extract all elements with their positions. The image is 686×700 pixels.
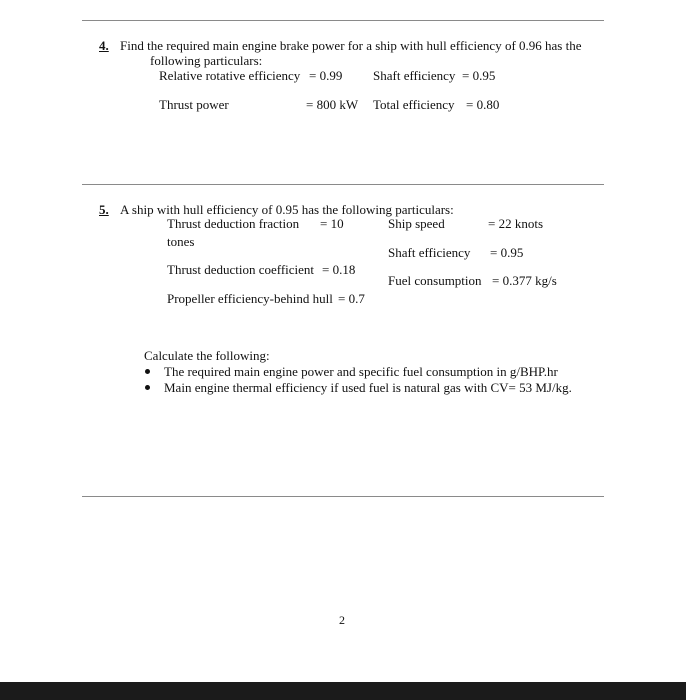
q5-calc-heading: Calculate the following:	[144, 348, 270, 363]
q4-total-eff-label: Total efficiency	[373, 97, 455, 112]
q5-prop-label: Propeller efficiency-behind hull	[167, 291, 333, 306]
middle-divider	[82, 184, 604, 185]
q5-fuel-value: = 0.377 kg/s	[492, 273, 557, 288]
q4-shaft-label: Shaft efficiency	[373, 68, 456, 83]
q5-speed-value: = 22 knots	[488, 216, 544, 231]
q5-bullet-2: Main engine thermal efficiency if used fuel is natural gas with CV= 53 MJ/kg.	[164, 380, 572, 395]
q5-intro: A ship with hull efficiency of 0.95 has the following particulars:	[120, 202, 454, 217]
bullet-dot	[145, 385, 150, 390]
q5-tdf-unit: tones	[167, 234, 195, 249]
q4-intro-cont: following particulars:	[150, 53, 263, 68]
q5-tdf-label: Thrust deduction fraction	[167, 216, 300, 231]
q4-total-eff-value: = 0.80	[466, 97, 500, 112]
bullet-dot	[145, 369, 150, 374]
q4-rre-value: = 0.99	[309, 68, 343, 83]
q5-tdc-value: = 0.18	[322, 262, 356, 277]
page-number: 2	[339, 613, 345, 627]
q4-shaft-value: = 0.95	[462, 68, 496, 83]
q5-bullet-1: The required main engine power and specific fuel consumption in g/BHP.hr	[164, 364, 558, 379]
q5-shaft-label: Shaft efficiency	[388, 245, 471, 260]
bottom-divider	[82, 496, 604, 497]
q5-shaft-value: = 0.95	[490, 245, 524, 260]
q4-number: 4.	[99, 38, 109, 53]
q4-intro: Find the required main engine brake power for a ship with hull efficiency of 0.96 has the	[120, 38, 582, 53]
q4-thrust-power-label: Thrust power	[159, 97, 229, 112]
top-divider	[82, 20, 604, 21]
q5-tdc-label: Thrust deduction coefficient	[167, 262, 315, 277]
q5-tdf-value: = 10	[320, 216, 344, 231]
q4-rre-label: Relative rotative efficiency	[159, 68, 301, 83]
q5-number: 5.	[99, 202, 109, 217]
q4-thrust-power-value: = 800 kW	[306, 97, 359, 112]
q5-speed-label: Ship speed	[388, 216, 445, 231]
q5-prop-value: = 0.7	[338, 291, 365, 306]
q5-fuel-label: Fuel consumption	[388, 273, 482, 288]
